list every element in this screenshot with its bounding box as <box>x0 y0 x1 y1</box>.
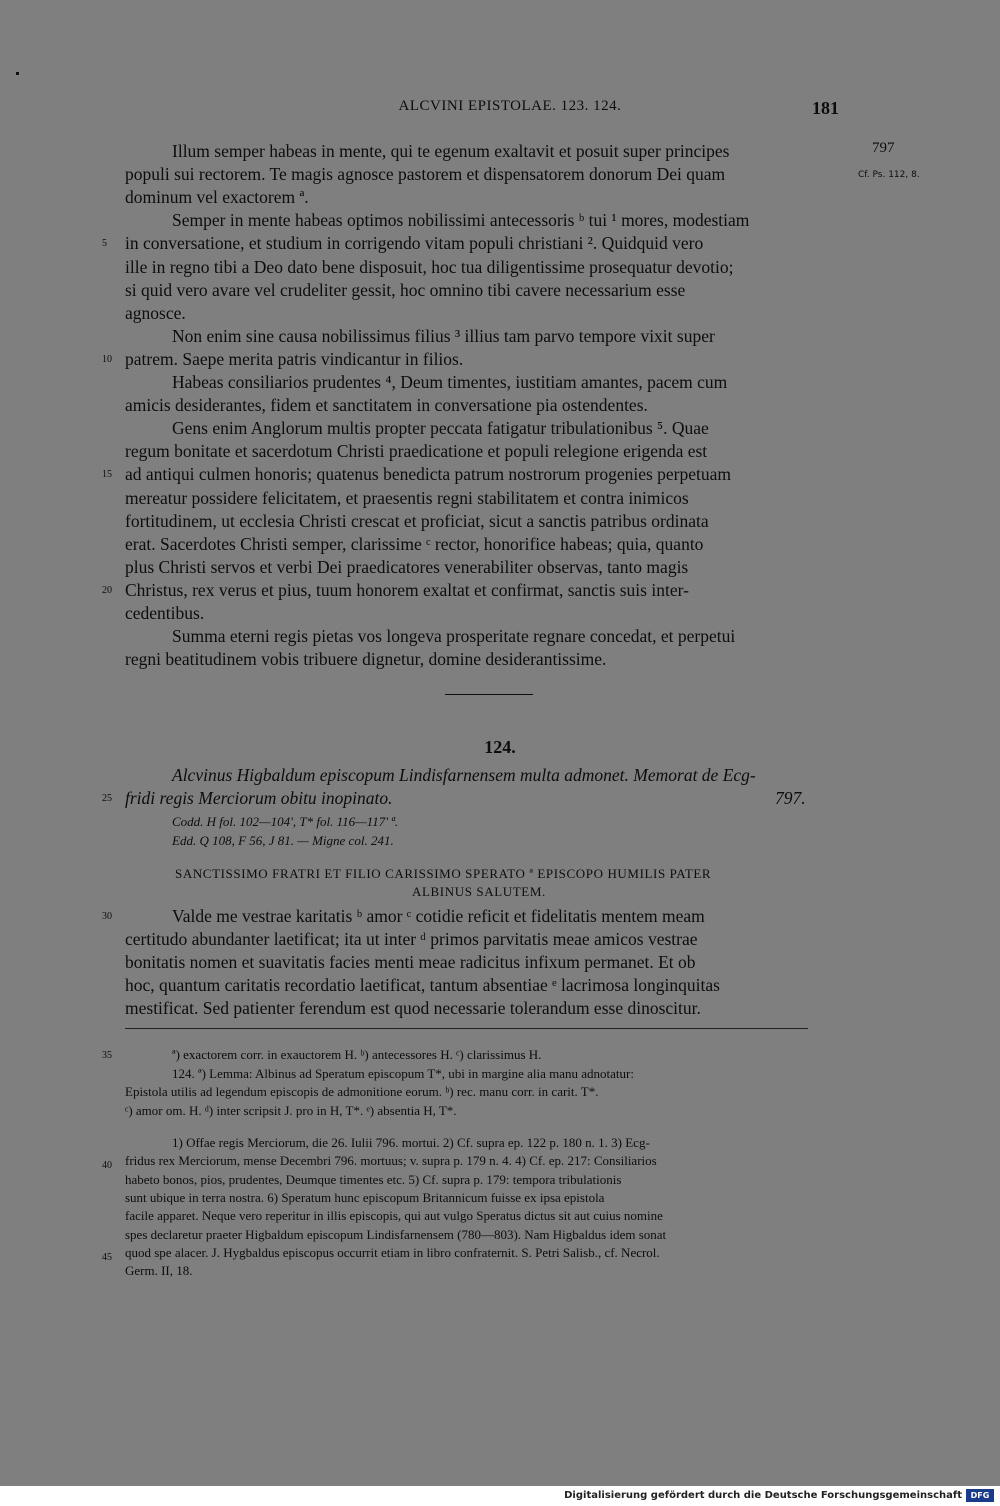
text-line: habeto bonos, pios, prudentes, Deumque timentes etc. 5) Cf. supra p. 179: tempora tribulationis <box>125 1171 622 1187</box>
text-line: ª) exactorem corr. in exauctorem H. ᵇ) antecessores H. ᶜ) clarissimus H. <box>172 1047 542 1062</box>
apparatus-divider <box>125 1028 808 1029</box>
text-line: ᶜ) amor om. H. ᵈ) inter scripsit J. pro in H, T*. ᵉ) absentia H, T*. <box>125 1102 457 1118</box>
page-number: 181 <box>812 98 839 118</box>
text-line: ad antiqui culmen honoris; quatenus benedicta patrum nostrorum progenies perpetuam <box>125 464 732 485</box>
dfg-credit[interactable]: Digitalisierung gefördert durch die Deutsche Forschungsgemeinschaft <box>564 1490 962 1501</box>
text-line: ille in regno tibi a Deo dato bene disposuit, hoc tua diligentissime prosequatur devotio; <box>125 256 734 277</box>
line-number: 10 <box>102 353 112 365</box>
scan-speck <box>16 72 19 75</box>
section-divider <box>445 694 533 695</box>
salutation-line-1: SANCTISSIMO FRATRI ET FILIO CARISSIMO SPERATO ª EPISCOPO HUMILIS PATER <box>175 866 712 881</box>
text-line: Illum semper habeas in mente, qui te egenum exaltavit et posuit super principes <box>172 141 730 161</box>
running-title: ALCVINI EPISTOLAE. 123. 124. <box>398 98 622 114</box>
text-line: quod spe alacer. J. Hygbaldus episcopus occurrit etiam in libro confraternit. S. Petri Salisb., cf. Necrol. <box>125 1244 660 1260</box>
text-line: plus Christi servos et verbi Dei praedicatores venerabiliter observas, tanto magis <box>125 556 689 577</box>
text-line: in conversatione, et studium in corrigendo vitam populi christiani ². Quidquid vero <box>125 233 704 254</box>
text-line: Valde me vestrae karitatis ᵇ amor ᶜ cotidie reficit et fidelitatis mentem meam <box>172 906 705 926</box>
line-number-40: 40 <box>102 1160 112 1171</box>
text-line: bonitatis nomen et suavitatis facies menti meae radicitus infixum permanet. Et ob <box>125 952 696 972</box>
text-line: Germ. II, 18. <box>125 1263 193 1279</box>
line-number-25: 25 <box>102 793 112 804</box>
letter-year: 797. <box>775 788 806 808</box>
margin-psalm-ref: Cf. Ps. 112, 8. <box>858 170 920 180</box>
text-line: dominum vel exactorem ª. <box>125 187 309 208</box>
editions-line: Edd. Q 108, F 56, J 81. — Migne col. 241. <box>172 833 394 848</box>
text-line: populi sui rectorem. Te magis agnosce pastorem et dispensatorem donorum Dei quam <box>125 164 726 185</box>
text-line: mereatur possidere felicitatem, et praesentis regni stabilitatem et contra inimicos <box>125 487 689 508</box>
text-line: fortitudinem, ut ecclesia Christi crescat et proficiat, sicut a sanctis patribus ordinata <box>125 510 709 531</box>
text-line: Christus, rex verus et pius, tuum honorem exaltat et confirmat, sanctis suis inter- <box>125 579 689 600</box>
text-line: Summa eterni regis pietas vos longeva prosperitate regnare concedat, et perpetui <box>172 626 736 647</box>
text-line: 1) Offae regis Merciorum, die 26. Iulii 796. mortui. 2) Cf. supra ep. 122 p. 180 n. 1. 3) Ecg- <box>172 1135 650 1150</box>
letter-summary-line-2: fridi regis Merciorum obitu inopinato. <box>125 788 393 808</box>
text-line: amicis desiderantes, fidem et sanctitatem in conversatione pia ostendentes. <box>125 395 648 416</box>
margin-year: 797 <box>872 140 895 156</box>
text-line: Gens enim Anglorum multis propter peccata fatigatur tribulationibus ⁵. Quae <box>172 418 709 439</box>
text-line: Habeas consiliarios prudentes ⁴, Deum timentes, iustitiam amantes, pacem cum <box>172 372 728 392</box>
letter-number: 124. <box>484 737 516 757</box>
text-line: cedentibus. <box>125 603 205 623</box>
line-number: 20 <box>102 584 112 596</box>
line-number-30: 30 <box>102 911 112 922</box>
text-line: agnosce. <box>125 302 186 323</box>
dfg-logo-icon[interactable]: DFG <box>966 1489 994 1502</box>
text-line: hoc, quantum caritatis recordatio laetificat, tantum absentiae ᵉ lacrimosa longinquitas <box>125 975 720 995</box>
text-line: erat. Sacerdotes Christi semper, clarissime ᶜ rector, honorifice habeas; quia, quanto <box>125 533 704 554</box>
text-line: facile apparet. Neque vero reperitur in illis episcopis, qui aut vulgo Speratus dictus sit aut cuius nomine <box>125 1208 663 1224</box>
letter-summary-line-1: Alcvinus Higbaldum episcopum Lindisfarnensem multa admonet. Memorat de Ecg- <box>172 765 756 785</box>
text-line: si quid vero avare vel crudeliter gessit, hoc omnino tibi cavere necessarium esse <box>125 279 686 300</box>
text-line: sunt ubique in terra nostra. 6) Speratum hunc episcopum Britannicum fuisse ex ipsa epistola <box>125 1189 605 1205</box>
text-line: certitudo abundanter laetificat; ita ut inter ᵈ primos parvitatis meae amicos vestrae <box>125 929 698 949</box>
text-line: mestificat. Sed patienter ferendum est quod necessarie tolerandum esse dinoscitur. <box>125 998 701 1018</box>
text-line: fridus rex Merciorum, mense Decembri 796. mortuus; v. supra p. 179 n. 4. 4) Cf. ep. 217: Consiliarios <box>125 1153 657 1169</box>
text-line: spes declaretur praeter Higbaldum episcopum Lindisfarnensem (780—803). Nam Higbaldus idem sonat <box>125 1226 667 1242</box>
line-number-35: 35 <box>102 1050 112 1061</box>
codices-line: Codd. H fol. 102—104', T* fol. 116—117' ª. <box>172 814 399 829</box>
text-line: 124. ª) Lemma: Albinus ad Speratum episcopum T*, ubi in margine alia manu adnotatur: <box>172 1065 634 1081</box>
text-line: Semper in mente habeas optimos nobilissimi antecessoris ᵇ tui ¹ mores, modestiam <box>172 210 750 231</box>
line-number-45: 45 <box>102 1252 112 1263</box>
salutation-line-2: ALBINUS SALUTEM. <box>412 884 546 899</box>
text-line: Non enim sine causa nobilissimus filius ³ illius tam parvo tempore vixit super <box>172 325 715 346</box>
text-line: regum bonitate et sacerdotum Christi praedicatione et populi relegione erigenda est <box>125 441 708 462</box>
text-line: patrem. Saepe merita patris vindicantur in filios. <box>125 348 464 369</box>
text-line: Epistola utilis ad legendum episcopis de admonitione eorum. ᵇ) rec. manu corr. in carit. T*. <box>125 1084 599 1099</box>
line-number: 5 <box>102 238 107 250</box>
line-number: 15 <box>102 469 112 481</box>
text-line: regni beatitudinem vobis tribuere dignetur, domine desiderantissime. <box>125 649 607 670</box>
